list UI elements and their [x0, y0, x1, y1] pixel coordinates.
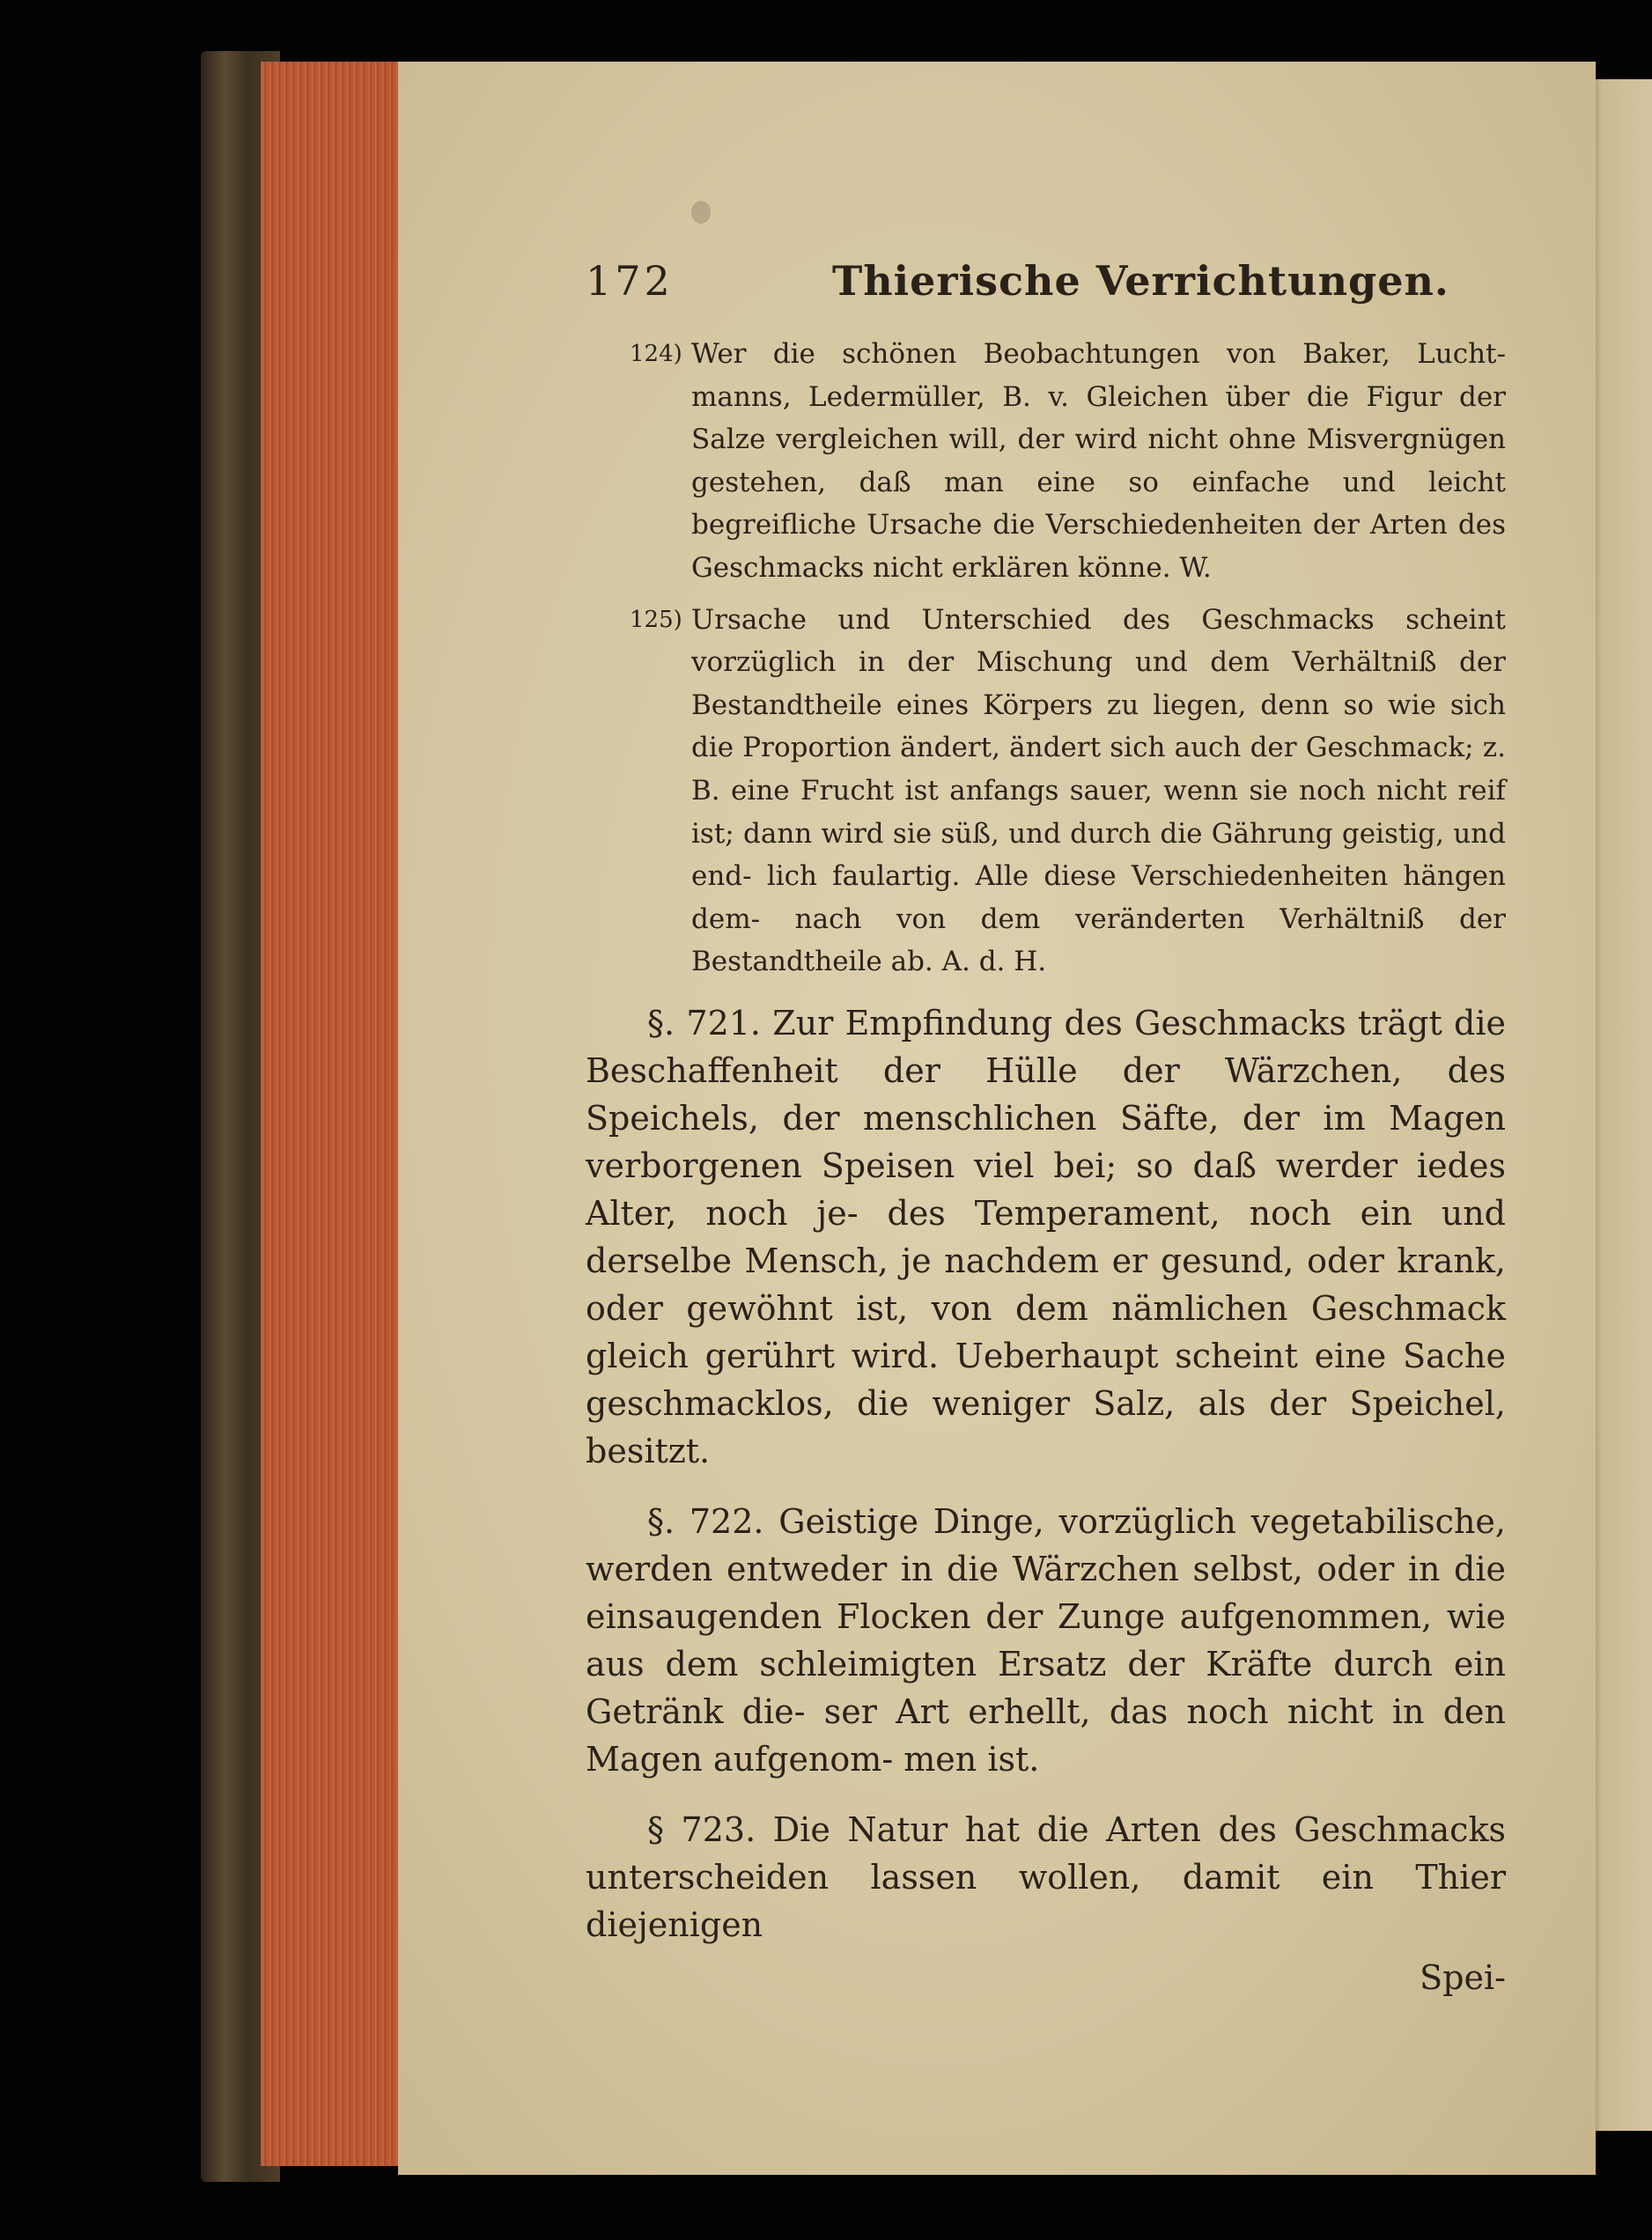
footnote-125 — [586, 599, 1506, 984]
running-head: Thierische Verrichtungen. — [832, 257, 1449, 305]
page-number: 172 — [586, 257, 674, 305]
paragraph-722: §. 722. Geistige Dinge, vorzüglich vegetabilische, werden entweder in die Wärzchen selbst, oder in die einsaugenden Flocken der Zunge aufgenommen, wie aus dem schleimigten Ersatz der Kräfte durch ein Getränk die- ser Art erhellt, das noch nicht in den Magen aufgenom- men ist. — [586, 1501, 1506, 1779]
footnote-text: Ursache und Unterschied des Geschmacks scheint vorzüglich in der Mischung und dem Verhältniß der Bestandtheile eines Körpers zu liegen, denn so wie sich die Proportion ändert, ändert sich auch der Geschmack; z. B. eine Frucht ist anfangs sauer, wenn sie noch nicht reif ist; dann wird sie süß, und durch die Gährung geistig, und end- lich faulartig. Alle diese Verschiedenheiten hängen dem- nach von dem veränderten Verhältniß der Bestandtheile ab. A. d. H. — [691, 603, 1506, 978]
footnote-marker: 124) — [630, 341, 682, 367]
catchword: Spei- — [1420, 1957, 1506, 1997]
page-edges — [261, 62, 402, 2166]
footnote-marker: 125) — [630, 606, 682, 633]
footnote-text: Wer die schönen Beobachtungen von Baker, Lucht- manns, Ledermüller, B. v. Gleichen über die Figur der Salze vergleichen will, der wird nicht ohne Misvergnügen gestehen, daß man eine so einfache und leicht begreifliche Ursache die Verschiedenheiten der Arten des Geschmacks nicht erklären könne. W. — [691, 338, 1506, 584]
body-text — [586, 999, 1506, 2001]
footnote-124 — [586, 333, 1506, 590]
page-text — [586, 247, 1506, 2001]
page-header — [586, 247, 1506, 317]
paragraph-723: § 723. Die Natur hat die Arten des Geschmacks unterscheiden lassen wollen, damit ein Thier diejenigen — [586, 1809, 1506, 1944]
paper-stain — [691, 201, 711, 224]
paragraph-721: §. 721. Zur Empfindung des Geschmacks trägt die Beschaffenheit der Hülle der Wärzchen, des Speichels, der menschlichen Säfte, der im Magen verborgenen Speisen viel bei; so daß werder iedes Alter, noch je- des Temperament, noch ein und derselbe Mensch, je nachdem er gesund, oder krank, oder gewöhnt ist, von dem nämlichen Geschmack gleich gerührt wird. Ueberhaupt scheint eine Sache geschmacklos, die weniger Salz, als der Speichel, besitzt. — [586, 1003, 1506, 1470]
footnotes — [586, 333, 1506, 984]
